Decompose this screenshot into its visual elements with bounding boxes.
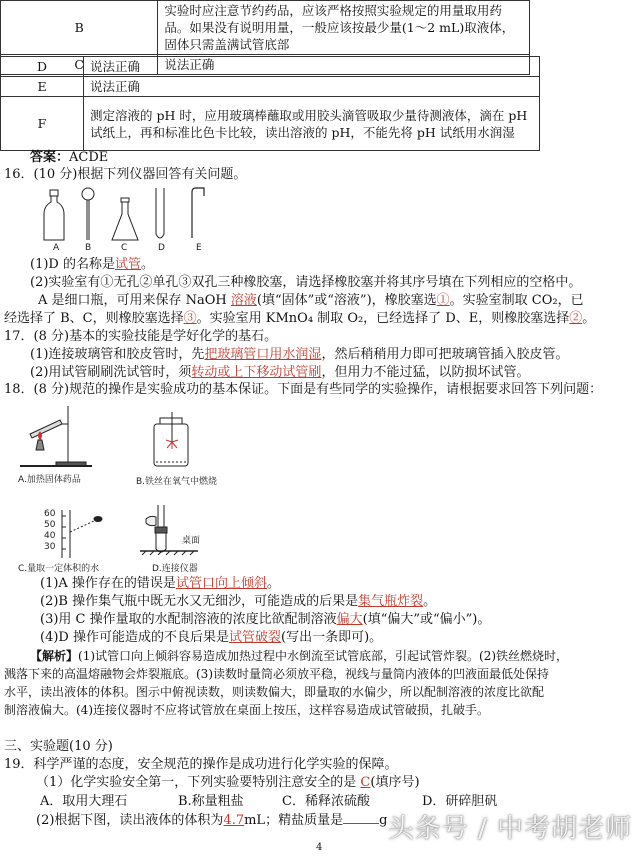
answer-15 [30,149,108,167]
q18-part3: (3)用 C 操作量取的水配制溶液的浓度比欲配制溶液偏大(填“偏大”或“偏小”)。 [40,612,491,627]
q19-option-c: C．稀释浓硫酸 [282,794,370,809]
table-cell-option: E [1,77,84,97]
table-cell-option: B [1,1,158,55]
q17-part2: (2)用试管刷刷洗试管时，须转动或上下移动试管刷，但用力不能过猛，以防损坏试管。 [30,365,530,380]
q18-explanation-line2: 溅落下来的高温熔融物会炸裂瓶底。(3)读数时量筒必须放平稳，视线与量筒内液体的凹液面最低处保持 [4,667,550,681]
table-cell-text: 说法正确 [84,77,540,97]
q19-stem: 19．科学严谨的态度，安全规范的操作是成功进行化学实验的保障。 [4,757,398,772]
q19-option-a: A．取用大理石 [40,794,128,809]
fig-label-c: C [121,243,128,253]
q17-stem: 17．(8 分)基本的实验技能是学好化学的基石。 [4,329,278,344]
table-row [1,77,540,97]
q18-explanation-line3: 水平，读出液体的体积。图示中俯视读数，则读数偏大，即量取的水偏少，所以配制溶液的浓度比欲配 [4,685,545,699]
cyl-tick-40: 40 [44,531,56,541]
q18-stem: 18．(8 分)规范的操作是实验成功的基本保证。下面是有些同学的实验操作，请根据要求回答下列问题： [4,382,603,397]
q19-part1: （1）化学实验安全第一，下列实验要特别注意安全的是 C(填序号) [36,775,420,790]
q16-part2-line3: 经选择了 B、C，则橡胶塞选择③。实验室用 KMnO₄ 制取 O₂，已经选择了 D、E，则橡胶塞选择②。 [4,311,596,326]
q18-explanation-line1: 【解析】(1)试管口向上倾斜容易造成加热过程中水倒流至试管底部，引起试管炸裂。(2)铁丝燃烧时， [30,649,569,663]
fig-label-e: E [196,243,202,253]
q18-part1: (1)A 操作存在的错误是试管口向上倾斜。 [40,576,280,591]
fig-a-caption: A.加热固体药品 [18,475,81,485]
fig-label-b: B [85,243,92,253]
fig-label-d: D [158,243,165,253]
q16-answer1: 试管 [114,257,141,272]
desk-label: 桌面 [182,536,201,546]
table-cell-option: F [1,97,84,151]
cyl-tick-50: 50 [44,520,56,530]
test-tube-icon [156,188,164,238]
table-cell-text: 说法正确 [84,57,540,77]
q18-explanation-line4: 制溶液偏大。(4)连接仪器时不应将试管放在桌面上按压，这样容易造成试管破损，扎破手。 [4,703,490,717]
answer-label: 答案： [30,150,70,165]
narrow-neck-bottle-icon [44,190,64,240]
q16-stem: 16．(10 分)根据下列仪器回答有关问题。 [4,167,247,182]
cyl-tick-30: 30 [44,542,56,552]
fig-label-a: A [53,243,60,253]
fig-a-heating-solid [16,400,96,470]
q16-part2-line1: (2)实验室有①无孔②单孔③双孔三种橡胶塞，请选择橡胶塞并将其序号填在下列相应的空格中。 [30,275,582,290]
table-row [1,97,540,151]
table-cell-option: D [1,57,84,77]
fig-b-caption: B.铁丝在氧气中燃烧 [136,477,218,487]
fig-b-iron-wire-burning [146,412,196,472]
table-cell-option: C [1,55,158,75]
long-neck-funnel-icon [82,188,94,240]
cyl-tick-60: 60 [44,509,56,519]
table-cell-text: 实验时应注意节约药品，应该严格按照实验规定的用量取用药品。如果没有说明用量，一般应该按最少量(1～2 mL)取液体，固体只需盖满试管底部 [158,1,530,55]
q16-part2-line2: A 是细口瓶，可用来保存 NaOH 溶液(填“固体”或“溶液”)，橡胶塞选①。实验室制取 CO₂，已 [38,293,584,308]
fig-d-connecting-apparatus [140,505,200,557]
q19-part2: (2)根据下图，读出液体的体积为4.7mL；精盐质量是 g [36,813,388,828]
section-3-title: 三、实验题(10 分) [4,739,113,754]
q19-answer1: C [360,775,371,790]
conical-flask-icon [112,198,138,240]
q17-part1: (1)连接玻璃管和胶皮管时，先把玻璃管口用水润湿，然后稍稍用力即可把玻璃管插入胶皮管。 [30,347,569,362]
answer-value: ACDE [69,150,109,165]
table-cell-text: 说法正确 [158,55,530,75]
page-number: 4 [316,842,323,853]
q19-option-d: D．研碎胆矾 [422,794,498,809]
q19-blank [343,823,379,824]
q16-part1: (1)D 的名称是试管。 [30,257,155,272]
bent-glass-tube-icon [192,188,204,238]
q18-part2: (2)B 操作集气瓶中既无水又无细沙，可能造成的后果是集气瓶炸裂。 [40,594,437,609]
analysis-table-wide [0,56,540,151]
table-cell-text: 测定溶液的 pH 时，应用玻璃棒蘸取或用胶头滴管吸取少量待测液体，滴在 pH 试纸上，再和标准比色卡比较，读出溶液的 pH，不能先将 pH 试纸用水润湿 [84,97,540,151]
watermark: 头条号 / 中考胡老师 [387,814,632,844]
fig-c-caption: C.量取一定体积的水 [18,564,100,574]
q19-option-b: B.称量粗盐 [178,794,244,809]
fig-d-caption: D.连接仪器 [152,564,198,574]
table-row [1,1,530,55]
q18-part4: (4)D 操作可能造成的不良后果是试管破裂(写出一条即可)。 [40,630,383,645]
table-row [1,57,540,77]
